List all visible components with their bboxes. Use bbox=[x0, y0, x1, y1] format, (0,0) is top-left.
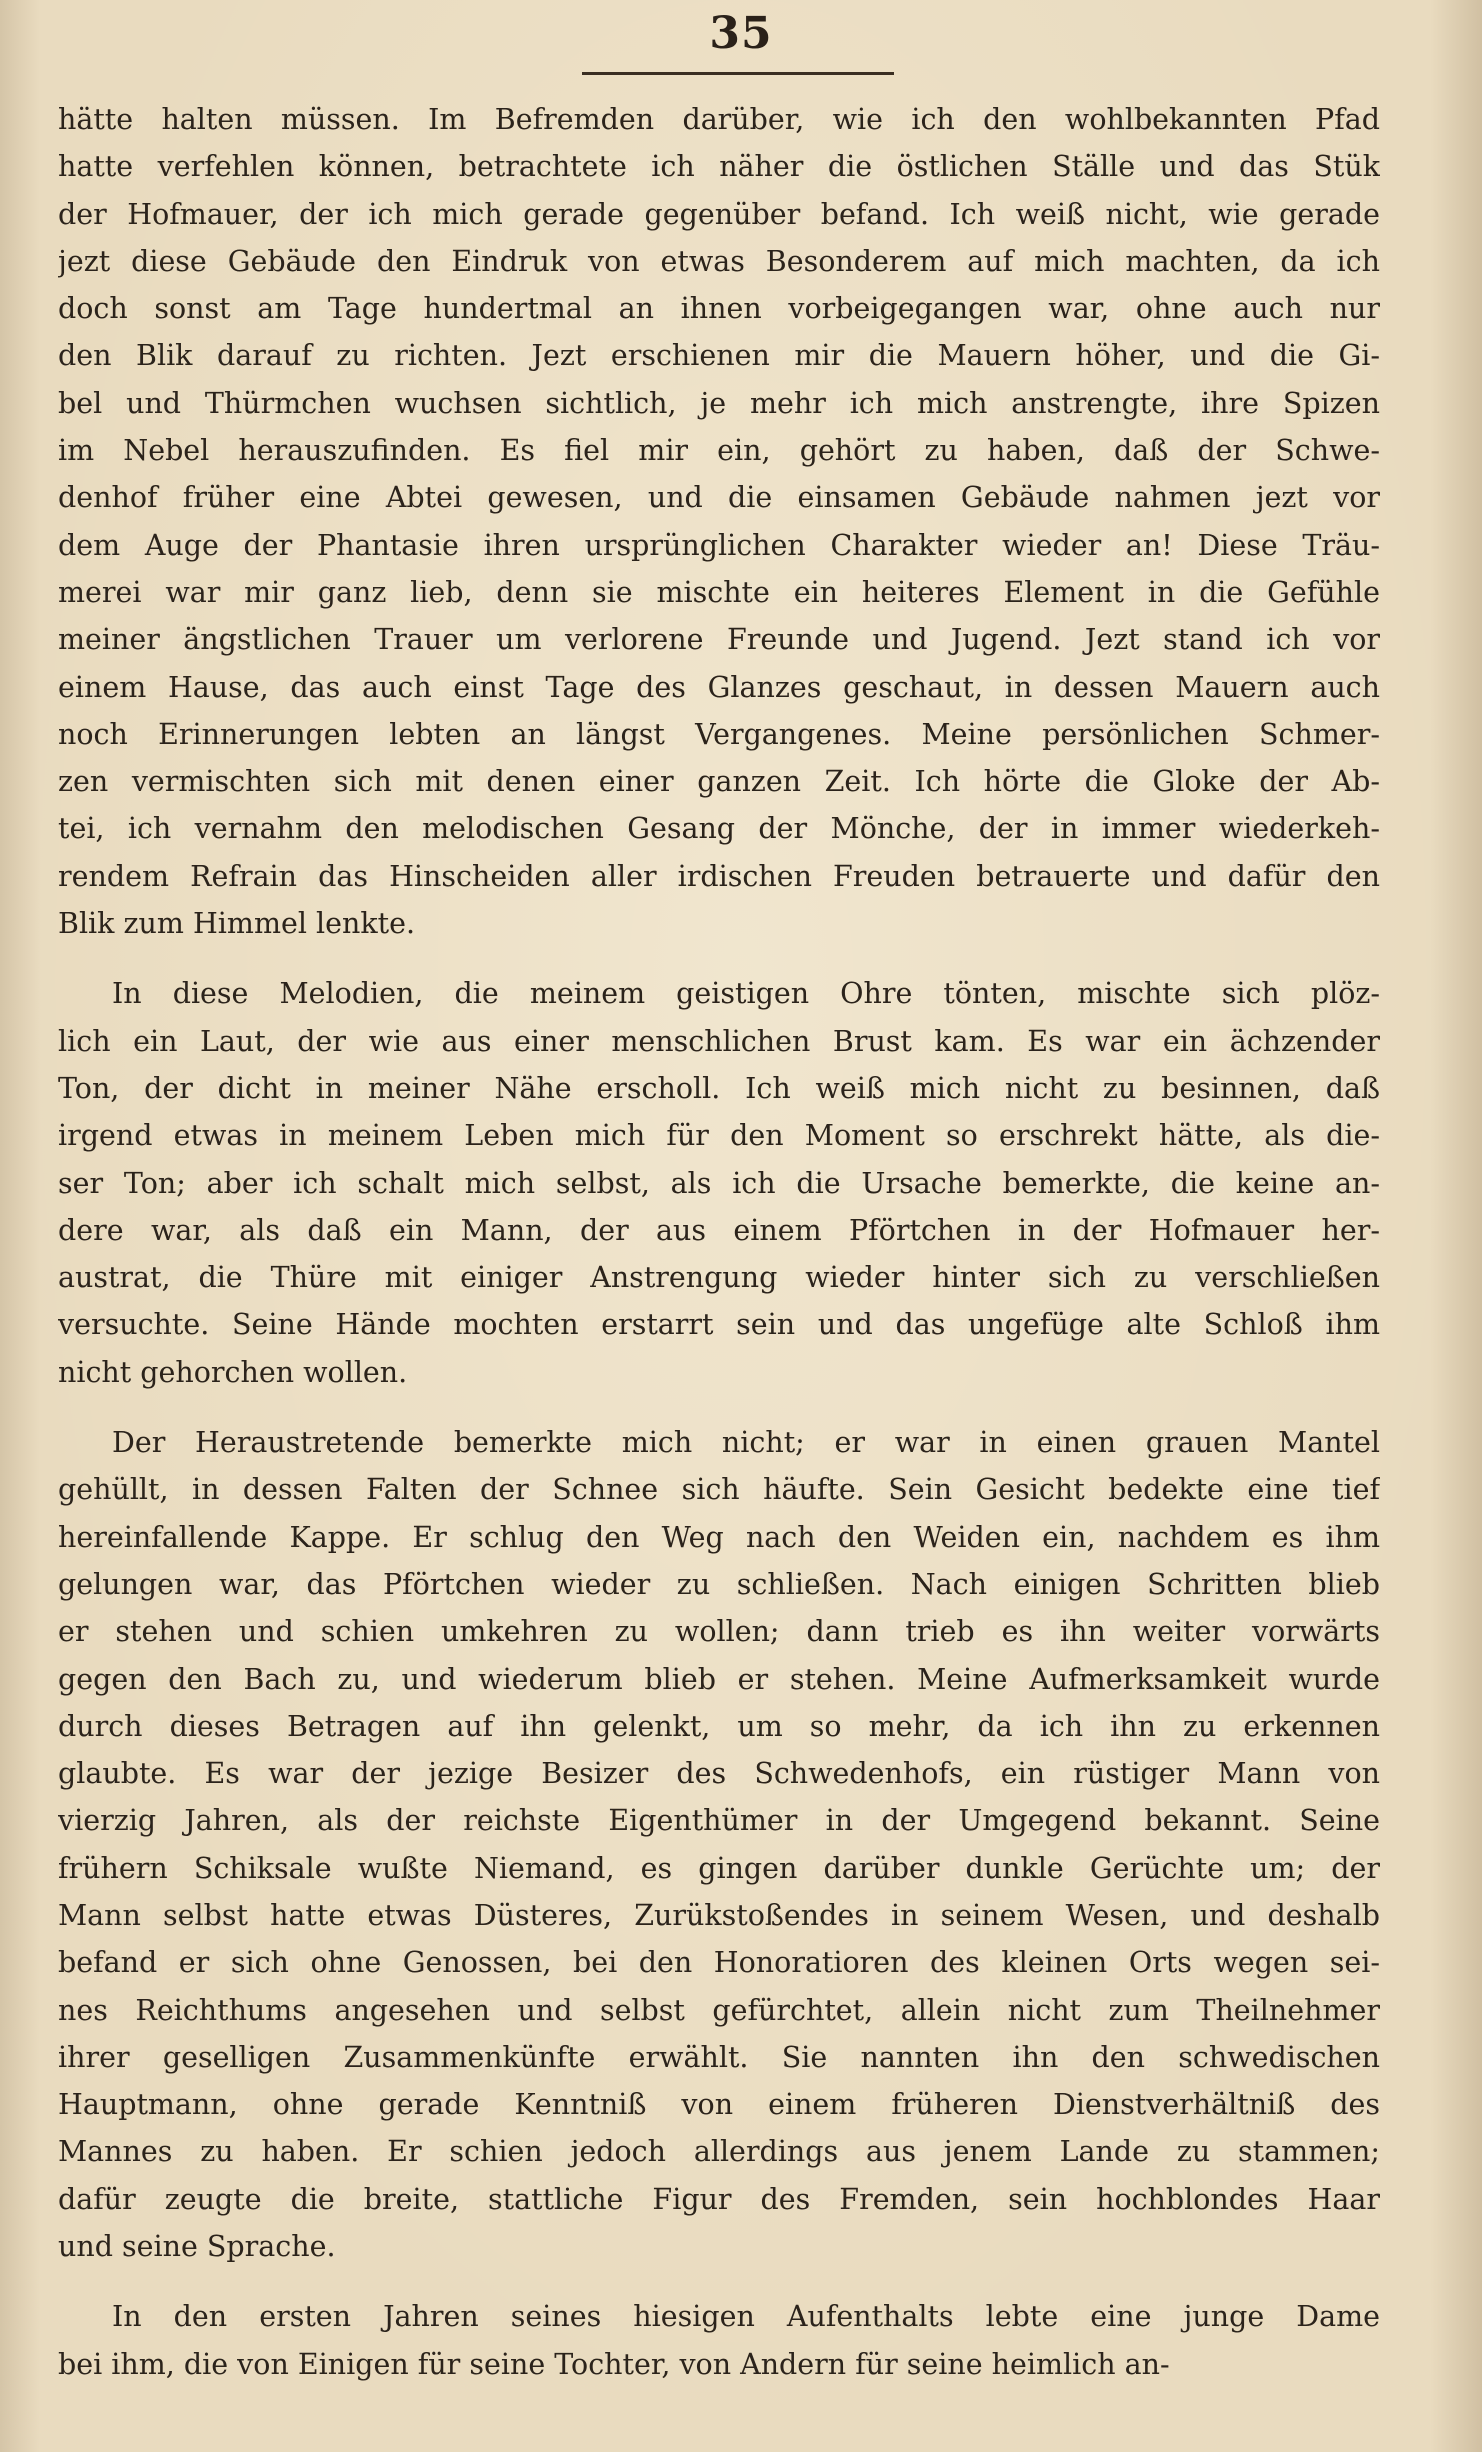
text-line: irgend etwas in meinem Leben mich für den Moment so erschrekt hätte, als die- bbox=[58, 1119, 1380, 1153]
text-line: dafür zeugte die breite, stattliche Figur des Fremden, sein hochblondes Haar bbox=[58, 2182, 1380, 2216]
text-line: ihrer geselligen Zusammenkünfte erwählt. Sie nannten ihn den schwedischen bbox=[58, 2040, 1380, 2074]
text-line: der Hofmauer, der ich mich gerade gegenüber befand. Ich weiß nicht, wie gerade bbox=[58, 197, 1380, 231]
text-line: vierzig Jahren, als der reichste Eigenthümer in der Umgegend bekannt. Seine bbox=[58, 1804, 1380, 1838]
text-line: In den ersten Jahren seines hiesigen Aufenthalts lebte eine junge Dame bbox=[112, 2300, 1380, 2334]
paragraph bbox=[58, 1419, 1380, 2270]
text-line: zen vermischten sich mit denen einer ganzen Zeit. Ich hörte die Gloke der Ab- bbox=[58, 765, 1380, 799]
text-line: frühern Schiksale wußte Niemand, es gingen darüber dunkle Gerüchte um; der bbox=[58, 1851, 1380, 1885]
text-line: hatte verfehlen können, betrachtete ich näher die östlichen Ställe und das Stük bbox=[58, 150, 1380, 184]
text-line: lich ein Laut, der wie aus einer menschlichen Brust kam. Es war ein ächzender bbox=[58, 1024, 1380, 1058]
text-line: Hauptmann, ohne gerade Kenntniß von einem früheren Dienstverhältniß des bbox=[58, 2088, 1380, 2122]
text-line: Blik zum Himmel lenkte. bbox=[58, 907, 416, 941]
text-line: doch sonst am Tage hundertmal an ihnen vorbeigegangen war, ohne auch nur bbox=[58, 292, 1380, 326]
paragraph-gap bbox=[58, 2270, 1380, 2293]
text-line: dem Auge der Phantasie ihren ursprünglichen Charakter wieder an! Diese Träu- bbox=[58, 528, 1380, 562]
text-line: merei war mir ganz lieb, denn sie mischte ein heiteres Element in die Gefühle bbox=[58, 575, 1380, 609]
paragraph bbox=[58, 970, 1380, 1396]
text-line: einem Hause, das auch einst Tage des Glanzes geschaut, in dessen Mauern auch bbox=[58, 670, 1380, 704]
text-line: nicht gehorchen wollen. bbox=[58, 1355, 408, 1389]
body-text bbox=[58, 96, 1380, 2388]
text-line: meiner ängstlichen Trauer um verlorene Freunde und Jugend. Jezt stand ich vor bbox=[58, 623, 1380, 657]
text-line: tei, ich vernahm den melodischen Gesang der Mönche, der in immer wiederkeh- bbox=[58, 812, 1380, 846]
text-line: befand er sich ohne Genossen, bei den Honoratioren des kleinen Orts wegen sei- bbox=[58, 1946, 1380, 1980]
text-line: Der Heraustretende bemerkte mich nicht; er war in einen grauen Mantel bbox=[112, 1426, 1380, 1460]
text-line: Mannes zu haben. Er schien jedoch allerdings aus jenem Lande zu stammen; bbox=[58, 2135, 1380, 2169]
page-number: 35 bbox=[709, 8, 773, 59]
text-line: dere war, als daß ein Mann, der aus einem Pförtchen in der Hofmauer her- bbox=[58, 1213, 1380, 1247]
text-line: den Blik darauf zu richten. Jezt erschienen mir die Mauern höher, und die Gi- bbox=[58, 339, 1380, 373]
text-line: noch Erinnerungen lebten an längst Vergangenes. Meine persönlichen Schmer- bbox=[58, 717, 1380, 751]
paragraph-gap bbox=[58, 1396, 1380, 1419]
text-line: glaubte. Es war der jezige Besizer des Schwedenhofs, ein rüstiger Mann von bbox=[58, 1757, 1380, 1791]
text-line: gehüllt, in dessen Falten der Schnee sich häufte. Sein Gesicht bedekte eine tief bbox=[58, 1473, 1380, 1507]
text-line: bei ihm, die von Einigen für seine Tochter, von Andern für seine heimlich an- bbox=[58, 2347, 1170, 2381]
header-rule bbox=[582, 72, 894, 75]
text-line: versuchte. Seine Hände mochten erstarrt sein und das ungefüge alte Schloß ihm bbox=[58, 1308, 1380, 1342]
text-line: In diese Melodien, die meinem geistigen Ohre tönten, mischte sich plöz- bbox=[112, 977, 1380, 1011]
text-line: austrat, die Thüre mit einiger Anstrengung wieder hinter sich zu verschließen bbox=[58, 1261, 1380, 1295]
text-line: denhof früher eine Abtei gewesen, und die einsamen Gebäude nahmen jezt vor bbox=[58, 481, 1380, 515]
text-line: ser Ton; aber ich schalt mich selbst, als ich die Ursache bemerkte, die keine an- bbox=[58, 1166, 1380, 1200]
text-line: bel und Thürmchen wuchsen sichtlich, je mehr ich mich anstrengte, ihre Spizen bbox=[58, 386, 1380, 420]
text-line: und seine Sprache. bbox=[58, 2230, 336, 2264]
text-line: er stehen und schien umkehren zu wollen; dann trieb es ihn weiter vorwärts bbox=[58, 1615, 1380, 1649]
text-line: nes Reichthums angesehen und selbst gefürchtet, allein nicht zum Theilnehmer bbox=[58, 1993, 1380, 2027]
paragraph bbox=[58, 2293, 1380, 2388]
text-line: hätte halten müssen. Im Befremden darüber, wie ich den wohlbekannten Pfad bbox=[58, 103, 1380, 136]
text-line: gelungen war, das Pförtchen wieder zu schließen. Nach einigen Schritten blieb bbox=[58, 1567, 1380, 1601]
text-line: jezt diese Gebäude den Eindruk von etwas Besonderem auf mich machten, da ich bbox=[58, 244, 1380, 278]
text-line: Mann selbst hatte etwas Düsteres, Zurükstoßendes in seinem Wesen, und deshalb bbox=[58, 1898, 1380, 1932]
paragraph-gap bbox=[58, 947, 1380, 970]
paragraph bbox=[58, 96, 1380, 947]
text-line: im Nebel herauszufinden. Es fiel mir ein, gehört zu haben, daß der Schwe- bbox=[58, 434, 1380, 468]
text-line: gegen den Bach zu, und wiederum blieb er stehen. Meine Aufmerksamkeit wurde bbox=[58, 1662, 1380, 1696]
text-line: durch dieses Betragen auf ihn gelenkt, um so mehr, da ich ihn zu erkennen bbox=[58, 1709, 1380, 1743]
text-line: rendem Refrain das Hinscheiden aller irdischen Freuden betrauerte und dafür den bbox=[58, 859, 1380, 893]
text-line: hereinfallende Kappe. Er schlug den Weg nach den Weiden ein, nachdem es ihm bbox=[58, 1520, 1380, 1554]
text-line: Ton, der dicht in meiner Nähe erscholl. Ich weiß mich nicht zu besinnen, daß bbox=[58, 1071, 1380, 1105]
